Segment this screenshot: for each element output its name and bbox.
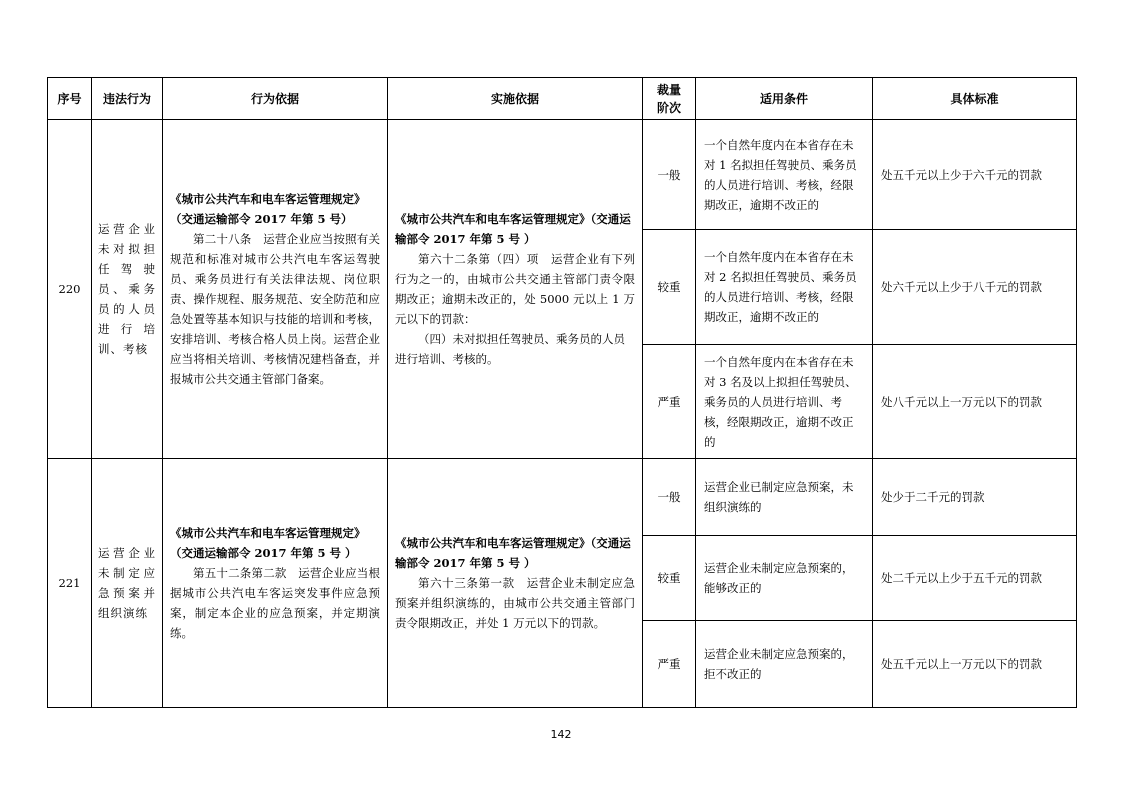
- condition-cell: 运营企业未制定应急预案的，拒不改正的: [696, 621, 873, 708]
- header-basis: 行为依据: [163, 78, 388, 120]
- condition-cell: 运营企业已制定应急预案，未组织演练的: [696, 459, 873, 536]
- standard-cell: 处五千元以上少于六千元的罚款: [873, 120, 1077, 230]
- implementation-body: 第六十三条第一款 运营企业未制定应急预案并组织演练的，由城市公共交通主管部门责令限期改正，并处 1 万元以下的罚款。: [395, 576, 635, 630]
- header-no: 序号: [48, 78, 92, 120]
- header-standard: 具体标准: [873, 78, 1077, 120]
- standard-cell: 处二千元以上少于五千元的罚款: [873, 536, 1077, 621]
- header-level-line2: 阶次: [656, 100, 681, 115]
- implementation-body: 第六十二条第（四）项 运营企业有下列行为之一的，由城市公共交通主管部门责令限期改正；逾期未改正的，处 5000 元以上 1 万元以下的罚款：: [395, 252, 635, 326]
- basis-body: 第五十二条第二款 运营企业应当根据城市公共汽电车客运突发事件应急预案，制定本企业的应急预案，并定期演练。: [170, 566, 380, 640]
- standard-cell: 处六千元以上少于八千元的罚款: [873, 230, 1077, 345]
- header-implementation: 实施依据: [388, 78, 643, 120]
- basis-cell: [163, 459, 388, 708]
- violation-cell: 运营企业未对拟担任驾驶员、乘务员的人员进行培训、考核: [92, 120, 163, 459]
- condition-cell: 一个自然年度内在本省存在未对 1 名拟担任驾驶员、乘务员的人员进行培训、考核，经限期改正，逾期不改正的: [696, 120, 873, 230]
- condition-cell: 运营企业未制定应急预案的，能够改正的: [696, 536, 873, 621]
- implementation-title: 《城市公共汽车和电车客运管理规定》（交通运输部令 2017 年第 5 号 ）: [395, 536, 631, 570]
- standard-cell: 处八千元以上一万元以下的罚款: [873, 345, 1077, 459]
- condition-cell: 一个自然年度内在本省存在未对 3 名及以上拟担任驾驶员、乘务员的人员进行培训、考核，经限期改正，逾期不改正的: [696, 345, 873, 459]
- violation-cell: 运营企业未制定应急预案并组织演练: [92, 459, 163, 708]
- level-cell: 较重: [643, 536, 696, 621]
- regulation-table: [47, 77, 1077, 708]
- condition-cell: 一个自然年度内在本省存在未对 2 名拟担任驾驶员、乘务员的人员进行培训、考核，经限期改正，逾期不改正的: [696, 230, 873, 345]
- regulation-table-container: [47, 77, 1076, 708]
- basis-title: 《城市公共汽车和电车客运管理规定》（交通运输部令 2017 年第 5 号）: [170, 192, 366, 226]
- standard-cell: 处五千元以上一万元以下的罚款: [873, 621, 1077, 708]
- page-number: 142: [550, 728, 572, 741]
- row-number: 220: [48, 120, 92, 459]
- basis-body: 第二十八条 运营企业应当按照有关规范和标准对城市公共汽电车客运驾驶员、乘务员进行有关法律法规、岗位职责、操作规程、服务规范、安全防范和应急处置等基本知识与技能的培训和考核，安排培训、考核合格人员上岗。运营企业应当将相关培训、考核情况建档备查，并报城市公共交通主管部门备案。: [170, 232, 380, 386]
- header-row: [48, 78, 1077, 120]
- level-cell: 一般: [643, 120, 696, 230]
- standard-cell: 处少于二千元的罚款: [873, 459, 1077, 536]
- header-level: [643, 78, 696, 120]
- implementation-cell: [388, 459, 643, 708]
- level-cell: 一般: [643, 459, 696, 536]
- level-cell: 严重: [643, 345, 696, 459]
- level-cell: 严重: [643, 621, 696, 708]
- level-cell: 较重: [643, 230, 696, 345]
- table-row: [48, 120, 1077, 230]
- basis-cell: [163, 120, 388, 459]
- header-violation: 违法行为: [92, 78, 163, 120]
- header-condition: 适用条件: [696, 78, 873, 120]
- implementation-sub: （四）未对拟担任驾驶员、乘务员的人员进行培训、考核的。: [395, 332, 625, 366]
- row-number: 221: [48, 459, 92, 708]
- header-level-line1: 裁量: [656, 82, 681, 97]
- basis-title: 《城市公共汽车和电车客运管理规定》（交通运输部令 2017 年第 5 号 ）: [170, 526, 366, 560]
- implementation-cell: [388, 120, 643, 459]
- table-row: [48, 459, 1077, 536]
- implementation-title: 《城市公共汽车和电车客运管理规定》（交通运输部令 2017 年第 5 号 ）: [395, 212, 631, 246]
